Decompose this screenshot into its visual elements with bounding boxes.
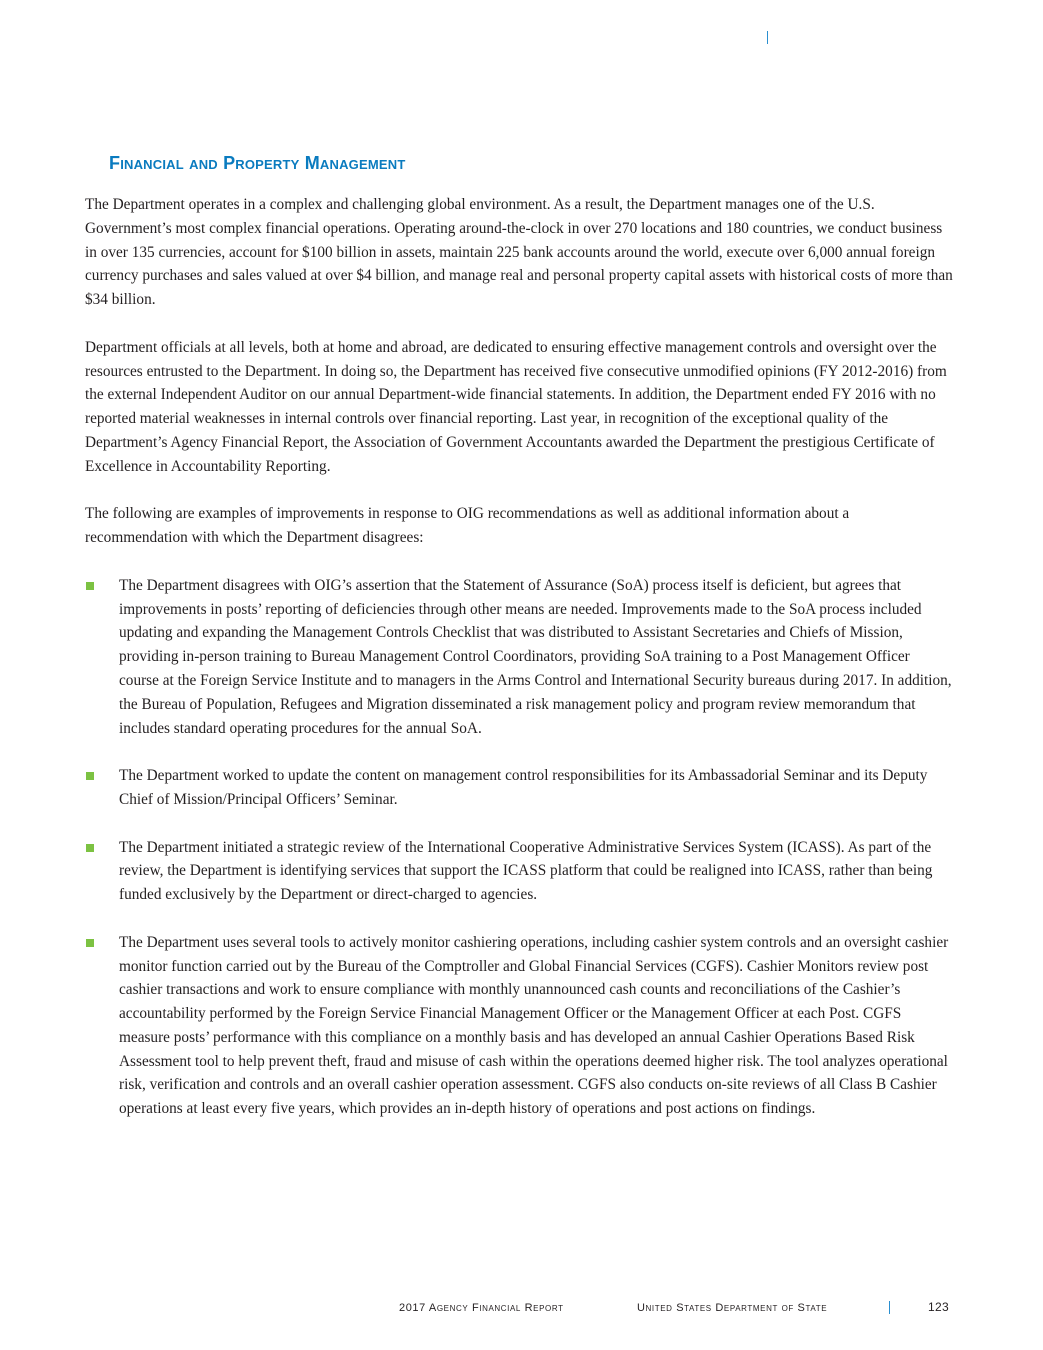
paragraph: The Department operates in a complex and challenging global environment. As a result, the Department manages one of the U.S. Government’s most complex financial operations. Operating around-the-clock in over 270 locations and 180 countries, we conduct business in over 135 currencies, account for $100 billion in assets, maintain 225 bank accounts around the world, execute over 6,000 annual foreign currency purchases and sales valued at over $4 billion, and manage real and personal property capital assets with historical costs of more than $34 billion. (85, 196, 953, 309)
square-bullet-icon (86, 772, 94, 780)
bullet-list (85, 574, 953, 1121)
list-item-text: The Department uses several tools to actively monitor cashiering operations, including cashier system controls and an oversight cashier monitor function carried out by the Bureau of the Comptroller and Global Financial Services (CGFS). Cashier Monitors review post cashier transactions and work to ensure compliance with monthly unannounced cash counts and reconciliations of the Cashier’s accountability performed by the Foreign Service Financial Management Officer or the Management Officer at each Post. CGFS measure posts’ performance with this compliance on a monthly basis and has developed an annual Cashier Operations Based Risk Assessment tool to help prevent theft, fraud and misuse of cash within the operations deemed higher risk. The tool analyzes operational risk, verification and controls and an overall cashier operation assessment. CGFS also conducts on-site reviews of all Class B Cashier operations at least every five years, which provides an in-depth history of operations and post actions on findings. (119, 933, 949, 1118)
footer-report-title: 2017 Agency Financial Report (399, 1302, 564, 1314)
list-item (85, 931, 953, 1121)
page-number: 123 (928, 1300, 949, 1314)
page-footer (0, 1299, 1043, 1319)
list-item (85, 574, 953, 741)
section-title: Financial and Property Management (109, 153, 406, 173)
paragraph: The following are examples of improvements in response to OIG recommendations as well as additional information about a recommendation with which the Department disagrees: (85, 505, 850, 547)
list-item-text: The Department disagrees with OIG’s assertion that the Statement of Assurance (SoA) process itself is deficient, but agrees that improvements in posts’ reporting of deficiencies through other means are needed. Improvements made to the SoA process included updating and expanding the Management Controls Checklist that was distributed to Assistant Secretaries and Chiefs of Mission, providing in-person training to Bureau Management Control Coordinators, providing SoA training to a Post Management Officer course at the Foreign Service Institute and to managers in the Arms Control and International Security bureaus during 2017. In addition, the Bureau of Population, Refugees and Migration disseminated a risk management policy and program review memorandum that includes standard operating procedures for the annual SoA. (119, 576, 952, 737)
footer-divider (889, 1301, 890, 1314)
header-divider (767, 31, 768, 44)
list-item (85, 764, 953, 812)
square-bullet-icon (86, 582, 94, 590)
paragraph: Department officials at all levels, both at home and abroad, are dedicated to ensuring effective management controls and oversight over the resources entrusted to the Department. In doing so, the Department has received five consecutive unmodified opinions (FY 2012-2016) from the external Independent Auditor on our annual Department-wide financial statements. In addition, the Department ended FY 2016 with no reported material weaknesses in internal controls over financial reporting. Last year, in recognition of the exceptional quality of the Department’s Agency Financial Report, the Association of Government Accountants awarded the Department the prestigious Certificate of Excellence in Accountability Reporting. (85, 338, 947, 475)
list-item-text: The Department initiated a strategic review of the International Cooperative Administrative Services System (ICASS). As part of the review, the Department is identifying services that support the ICASS platform that could be realigned into ICASS, rather than being funded exclusively by the Department or direct-charged to agencies. (119, 838, 933, 904)
square-bullet-icon (86, 844, 94, 852)
footer-department: United States Department of State (637, 1302, 828, 1314)
list-item (85, 836, 953, 907)
list-item-text: The Department worked to update the content on management control responsibilities for its Ambassadorial Seminar and its Deputy Chief of Mission/Principal Officers’ Seminar. (119, 767, 928, 808)
main-content (85, 151, 953, 1145)
square-bullet-icon (86, 939, 94, 947)
